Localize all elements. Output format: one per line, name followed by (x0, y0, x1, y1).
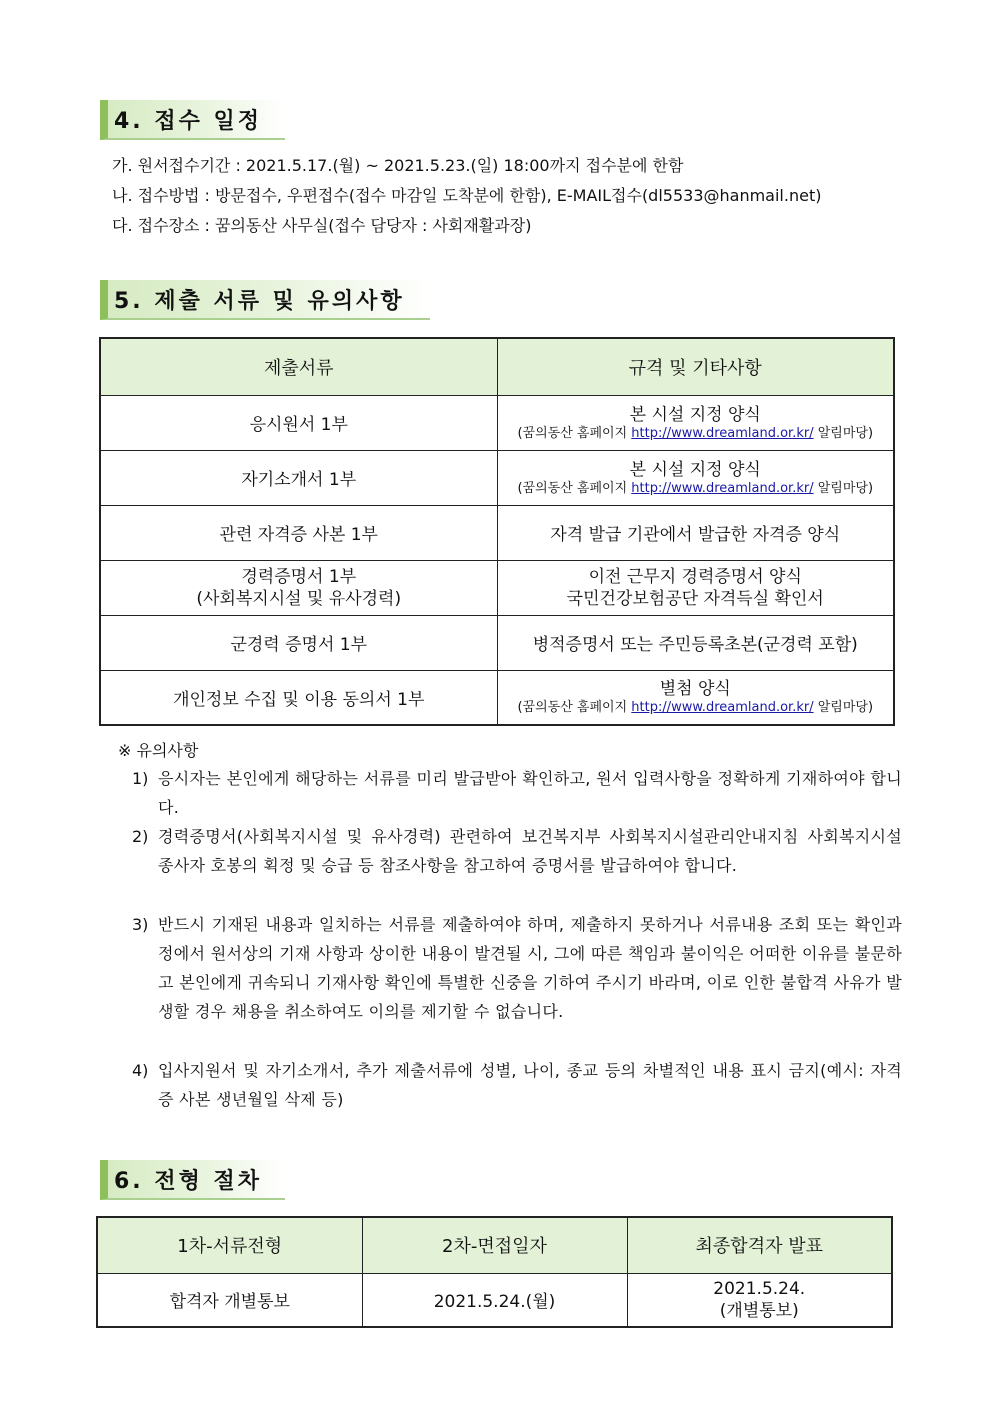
section-6-title: 6. 전형 절차 (114, 1168, 262, 1194)
note-item-1 (132, 764, 902, 822)
note-text: 반드시 기재된 내용과 일치하는 서류를 제출하여야 하며, 제출하지 못하거나 서류내용 조회 또는 확인과정에서 원서상의 기재 사항과 상이한 내용이 발견될 시, 그에 따른 책임과 불이익은 어떠한 이유를 불문하고 본인에게 귀속되니 기재사항 확인에 특별한 신중을 기하여 주시기 바라며, 이로 인한 불합격 사유가 발생할 경우 채용을 취소하여도 이의를 제기할 수 없습니다. (158, 915, 902, 1021)
section-6-heading (100, 1160, 285, 1200)
documents-table (99, 337, 895, 726)
note-item-4 (132, 1056, 902, 1114)
spec-cell: 병적증명서 또는 주민등록초본(군경력 포함) (497, 615, 894, 670)
table-row (100, 505, 894, 560)
table-row (100, 395, 894, 450)
note-text: 응시자는 본인에게 해당하는 서류를 미리 발급받아 확인하고, 원서 입력사항을 정확하게 기재하여야 합니다. (158, 769, 902, 817)
table-header-row (100, 338, 894, 395)
spec-sub (502, 700, 890, 716)
final-date: 2021.5.24. (713, 1278, 806, 1299)
section-4-heading (100, 100, 285, 140)
doc-cell: 자기소개서 1부 (100, 450, 497, 505)
stage-2-cell: 2021.5.24.(월) (362, 1273, 627, 1327)
spec-main: 별첨 양식 (659, 679, 731, 700)
spec-cell (497, 560, 894, 615)
header-spec: 규격 및 기타사항 (497, 338, 894, 395)
doc-cell: 응시원서 1부 (100, 395, 497, 450)
doc-cell: 군경력 증명서 1부 (100, 615, 497, 670)
s4-line-place: 다. 접수장소 : 꿈의동산 사무실(접수 담당자 : 사회재활과장) (112, 216, 532, 235)
spec-cell: 자격 발급 기관에서 발급한 자격증 양식 (497, 505, 894, 560)
note-text: 경력증명서(사회복지시설 및 유사경력) 관련하여 보건복지부 사회복지시설관리안내지침 사회복지시설 종사자 호봉의 획정 및 승급 등 참조사항을 참고하여 증명서를 발급하여야 합니다. (158, 827, 902, 875)
table-row (100, 450, 894, 505)
table-row (100, 615, 894, 670)
note-text: 입사지원서 및 자기소개서, 추가 제출서류에 성별, 나이, 종교 등의 차별적인 내용 표시 금지(예시: 자격증 사본 생년월일 삭제 등) (158, 1061, 902, 1109)
note-number: 2) (132, 827, 149, 846)
s4-line-method: 나. 접수방법 : 방문접수, 우편접수(접수 마감일 도착분에 한함), E-MAIL접수(dl5533@hanmail.net) (112, 186, 822, 205)
homepage-link[interactable]: http://www.dreamland.or.kr/ (631, 425, 814, 441)
doc-sub: (사회복지시설 및 유사경력) (196, 588, 402, 609)
section-4-title: 4. 접수 일정 (114, 108, 262, 134)
spec-main-2: 국민건강보험공단 자격득실 확인서 (566, 588, 824, 609)
spec-sub-post: 알림마당) (813, 480, 874, 496)
note-number: 3) (132, 915, 149, 934)
header-doc: 제출서류 (100, 338, 497, 395)
section-5-heading (100, 280, 430, 320)
doc-cell: 개인정보 수집 및 이용 동의서 1부 (100, 670, 497, 725)
table-row (100, 560, 894, 615)
table-row (97, 1273, 892, 1327)
note-number: 4) (132, 1061, 149, 1080)
spec-sub (502, 426, 890, 442)
note-item-3 (132, 910, 902, 1026)
header-stage-1: 1차-서류전형 (97, 1217, 362, 1273)
spec-main: 본 시설 지정 양식 (629, 404, 761, 425)
spec-sub-pre: (꿈의동산 홈페이지 (517, 700, 632, 716)
spec-main: 이전 근무지 경력증명서 양식 (588, 566, 802, 587)
doc-cell: 관련 자격증 사본 1부 (100, 505, 497, 560)
header-final: 최종합격자 발표 (627, 1217, 892, 1273)
final-cell (627, 1273, 892, 1327)
notes-title: ※ 유의사항 (118, 741, 199, 760)
header-stage-2: 2차-면접일자 (362, 1217, 627, 1273)
spec-sub (502, 481, 890, 497)
section-5-title: 5. 제출 서류 및 유의사항 (114, 288, 405, 314)
table-header-row (97, 1217, 892, 1273)
spec-cell (497, 670, 894, 725)
spec-cell (497, 450, 894, 505)
spec-sub-post: 알림마당) (813, 700, 874, 716)
final-note: (개별통보) (719, 1300, 799, 1321)
homepage-link[interactable]: http://www.dreamland.or.kr/ (631, 700, 814, 716)
note-item-2 (132, 822, 902, 880)
homepage-link[interactable]: http://www.dreamland.or.kr/ (631, 480, 814, 496)
table-row (100, 670, 894, 725)
doc-cell (100, 560, 497, 615)
spec-sub-pre: (꿈의동산 홈페이지 (517, 480, 632, 496)
selection-process-table (96, 1216, 893, 1328)
stage-1-cell: 합격자 개별통보 (97, 1273, 362, 1327)
s4-line-period: 가. 원서접수기간 : 2021.5.17.(월) ~ 2021.5.23.(일) 18:00까지 접수분에 한함 (112, 156, 684, 175)
spec-main: 본 시설 지정 양식 (629, 459, 761, 480)
note-number: 1) (132, 769, 149, 788)
spec-sub-post: 알림마당) (813, 425, 874, 441)
doc-main: 경력증명서 1부 (241, 566, 357, 587)
spec-cell (497, 395, 894, 450)
spec-sub-pre: (꿈의동산 홈페이지 (517, 425, 632, 441)
